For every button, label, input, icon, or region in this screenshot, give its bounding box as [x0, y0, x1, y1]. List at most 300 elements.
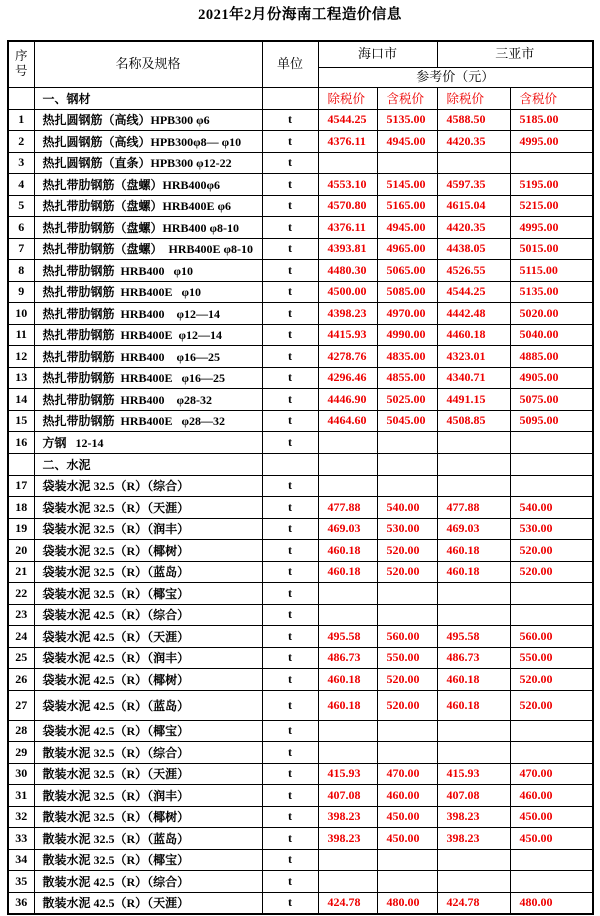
price-cell	[510, 152, 593, 174]
price-cell: 540.00	[510, 497, 593, 519]
price-cell	[437, 849, 510, 871]
seq-cell: 23	[8, 604, 34, 626]
table-row	[8, 367, 593, 389]
price-cell: 398.23	[318, 806, 377, 828]
price-cell: 4508.85	[437, 410, 510, 432]
table-header-row-cities	[8, 41, 593, 67]
price-cell	[377, 720, 437, 742]
price-cell: 486.73	[437, 647, 510, 669]
name-cell: 散装水泥 32.5（R）（椰宝）	[34, 849, 262, 871]
price-cell: 4588.50	[437, 109, 510, 131]
page-title: 2021年2月份海南工程造价信息	[198, 7, 402, 23]
price-cell: 4480.30	[318, 260, 377, 282]
price-cell: 4544.25	[318, 109, 377, 131]
table-row	[8, 647, 593, 669]
table-row	[8, 174, 593, 196]
price-cell: 4885.00	[510, 346, 593, 368]
unit-cell: t	[262, 497, 318, 519]
price-cell: 4415.93	[318, 324, 377, 346]
price-cell	[377, 475, 437, 497]
seq-cell: 6	[8, 217, 34, 239]
price-cell: 5115.00	[510, 260, 593, 282]
table-row	[8, 849, 593, 871]
price-cell	[437, 475, 510, 497]
unit-cell: t	[262, 720, 318, 742]
price-cell: 530.00	[510, 518, 593, 540]
unit-cell: t	[262, 131, 318, 153]
name-cell: 热扎带肋钢筋（盘螺） HRB400E φ8-10	[34, 238, 262, 260]
name-cell: 热扎带肋钢筋（盘螺）HRB400E φ6	[34, 195, 262, 217]
price-cell: 460.18	[437, 669, 510, 691]
price-cell: 5085.00	[377, 281, 437, 303]
price-cell: 4340.71	[437, 367, 510, 389]
table-row	[8, 475, 593, 497]
price-cell: 4393.81	[318, 238, 377, 260]
price-cell: 480.00	[377, 892, 437, 914]
table-row	[8, 109, 593, 131]
seq-cell: 28	[8, 720, 34, 742]
name-cell: 袋装水泥 42.5（R）（综合）	[34, 604, 262, 626]
name-cell: 散装水泥 42.5（R）（综合）	[34, 871, 262, 893]
price-cell	[318, 742, 377, 764]
price-cell: 4398.23	[318, 303, 377, 325]
price-cell	[437, 871, 510, 893]
unit-cell: t	[262, 303, 318, 325]
table-row	[8, 281, 593, 303]
price-cell: 520.00	[377, 561, 437, 583]
unit-cell: t	[262, 871, 318, 893]
price-cell: 460.18	[318, 669, 377, 691]
column-header-seq: 序号	[8, 41, 34, 87]
tax-type-label-cell: 含税价	[510, 87, 593, 109]
table-row	[8, 217, 593, 239]
price-cell	[318, 720, 377, 742]
unit-cell: t	[262, 647, 318, 669]
unit-cell: t	[262, 260, 318, 282]
price-cell: 469.03	[318, 518, 377, 540]
price-cell: 4995.00	[510, 217, 593, 239]
price-cell: 5065.00	[377, 260, 437, 282]
price-cell: 495.58	[437, 626, 510, 648]
name-cell: 袋装水泥 42.5（R）（润丰）	[34, 647, 262, 669]
price-cell: 5185.00	[510, 109, 593, 131]
price-cell: 450.00	[510, 806, 593, 828]
price-cell: 4855.00	[377, 367, 437, 389]
price-cell: 5015.00	[510, 238, 593, 260]
seq-cell: 3	[8, 152, 34, 174]
unit-cell: t	[262, 669, 318, 691]
price-cell: 4376.11	[318, 217, 377, 239]
table-row	[8, 410, 593, 432]
price-cell: 424.78	[437, 892, 510, 914]
unit-cell: t	[262, 540, 318, 562]
price-cell: 4945.00	[377, 131, 437, 153]
price-cell: 520.00	[510, 669, 593, 691]
unit-cell: t	[262, 174, 318, 196]
table-row	[8, 432, 593, 454]
seq-cell: 26	[8, 669, 34, 691]
price-cell: 424.78	[318, 892, 377, 914]
price-cell: 398.23	[318, 828, 377, 850]
price-cell: 450.00	[377, 806, 437, 828]
price-cell: 550.00	[510, 647, 593, 669]
price-cell: 460.18	[437, 561, 510, 583]
price-cell: 520.00	[510, 540, 593, 562]
unit-cell: t	[262, 828, 318, 850]
unit-cell: t	[262, 281, 318, 303]
name-cell: 方钢 12-14	[34, 432, 262, 454]
price-cell: 460.18	[318, 690, 377, 720]
tax-type-label-cell: 含税价	[377, 87, 437, 109]
price-cell	[510, 453, 593, 475]
seq-cell: 21	[8, 561, 34, 583]
price-cell: 415.93	[437, 763, 510, 785]
seq-cell: 29	[8, 742, 34, 764]
unit-cell	[262, 453, 318, 475]
price-cell: 4323.01	[437, 346, 510, 368]
name-cell: 袋装水泥 32.5（R）（椰树）	[34, 540, 262, 562]
seq-cell: 7	[8, 238, 34, 260]
column-header-name: 名称及规格	[34, 41, 262, 87]
unit-cell: t	[262, 238, 318, 260]
price-cell: 4460.18	[437, 324, 510, 346]
unit-cell: t	[262, 806, 318, 828]
price-cell: 5215.00	[510, 195, 593, 217]
price-cell	[377, 432, 437, 454]
price-cell: 4278.76	[318, 346, 377, 368]
price-cell: 470.00	[377, 763, 437, 785]
price-cell: 4544.25	[437, 281, 510, 303]
name-cell: 热扎带肋钢筋 HRB400E φ28—32	[34, 410, 262, 432]
price-cell: 5045.00	[377, 410, 437, 432]
table-row	[8, 561, 593, 583]
seq-cell: 5	[8, 195, 34, 217]
column-header-city-haikou: 海口市	[318, 41, 437, 67]
table-row	[8, 892, 593, 914]
price-cell: 460.18	[318, 540, 377, 562]
price-cell: 5195.00	[510, 174, 593, 196]
section-row	[8, 87, 593, 109]
tax-type-label-cell: 除税价	[437, 87, 510, 109]
price-cell: 477.88	[437, 497, 510, 519]
unit-cell: t	[262, 849, 318, 871]
section-row	[8, 453, 593, 475]
price-cell	[318, 871, 377, 893]
price-cell: 530.00	[377, 518, 437, 540]
unit-cell: t	[262, 892, 318, 914]
seq-cell: 24	[8, 626, 34, 648]
unit-cell: t	[262, 626, 318, 648]
price-cell: 4970.00	[377, 303, 437, 325]
price-cell: 4965.00	[377, 238, 437, 260]
price-cell: 560.00	[377, 626, 437, 648]
price-cell: 4446.90	[318, 389, 377, 411]
price-cell	[318, 849, 377, 871]
price-cell	[437, 432, 510, 454]
price-cell: 5145.00	[377, 174, 437, 196]
price-cell	[377, 453, 437, 475]
seq-cell: 2	[8, 131, 34, 153]
price-cell: 5025.00	[377, 389, 437, 411]
unit-cell: t	[262, 324, 318, 346]
seq-cell: 18	[8, 497, 34, 519]
price-cell	[510, 720, 593, 742]
name-cell: 热扎带肋钢筋（盘螺）HRB400φ6	[34, 174, 262, 196]
price-cell	[318, 152, 377, 174]
price-cell: 5135.00	[377, 109, 437, 131]
name-cell: 热扎带肋钢筋 HRB400 φ12—14	[34, 303, 262, 325]
table-row	[8, 260, 593, 282]
name-cell: 热扎带肋钢筋 HRB400E φ12—14	[34, 324, 262, 346]
price-cell: 486.73	[318, 647, 377, 669]
seq-cell: 27	[8, 690, 34, 720]
table-row	[8, 195, 593, 217]
price-cell: 4491.15	[437, 389, 510, 411]
price-cell	[510, 432, 593, 454]
price-cell: 398.23	[437, 806, 510, 828]
name-cell: 热扎带肋钢筋 HRB400E φ10	[34, 281, 262, 303]
table-row	[8, 626, 593, 648]
table-row	[8, 604, 593, 626]
table-row	[8, 763, 593, 785]
price-cell: 4597.35	[437, 174, 510, 196]
price-cell: 520.00	[377, 669, 437, 691]
price-cell: 4442.48	[437, 303, 510, 325]
seq-cell: 20	[8, 540, 34, 562]
price-cell	[318, 432, 377, 454]
price-cell: 450.00	[377, 828, 437, 850]
name-cell: 热扎圆钢筋（高线）HPB300 φ6	[34, 109, 262, 131]
price-cell	[437, 152, 510, 174]
seq-cell: 17	[8, 475, 34, 497]
name-cell: 袋装水泥 32.5（R）（椰宝）	[34, 583, 262, 605]
price-cell	[318, 453, 377, 475]
price-cell: 4615.04	[437, 195, 510, 217]
seq-cell: 35	[8, 871, 34, 893]
price-cell: 4438.05	[437, 238, 510, 260]
table-row	[8, 806, 593, 828]
seq-cell: 9	[8, 281, 34, 303]
table-row	[8, 518, 593, 540]
price-cell	[377, 583, 437, 605]
name-cell: 热扎圆钢筋（直条）HPB300 φ12-22	[34, 152, 262, 174]
price-cell	[318, 475, 377, 497]
seq-cell: 32	[8, 806, 34, 828]
price-cell: 520.00	[377, 540, 437, 562]
price-cell: 4420.35	[437, 131, 510, 153]
price-cell: 460.18	[437, 540, 510, 562]
price-cell: 460.18	[318, 561, 377, 583]
price-cell: 5165.00	[377, 195, 437, 217]
table-row	[8, 303, 593, 325]
table-row	[8, 152, 593, 174]
price-cell	[318, 604, 377, 626]
unit-cell: t	[262, 690, 318, 720]
unit-cell: t	[262, 763, 318, 785]
price-cell: 4420.35	[437, 217, 510, 239]
table-row	[8, 828, 593, 850]
name-cell: 散装水泥 42.5（R）（天涯）	[34, 892, 262, 914]
price-cell	[318, 583, 377, 605]
unit-cell: t	[262, 346, 318, 368]
tax-type-label-cell: 除税价	[318, 87, 377, 109]
unit-cell: t	[262, 109, 318, 131]
seq-cell	[8, 453, 34, 475]
price-cell: 4553.10	[318, 174, 377, 196]
name-cell: 热扎带肋钢筋 HRB400 φ10	[34, 260, 262, 282]
price-cell	[510, 475, 593, 497]
name-cell: 热扎带肋钢筋 HRB400E φ16—25	[34, 367, 262, 389]
seq-cell: 19	[8, 518, 34, 540]
name-cell: 散装水泥 32.5（R）（椰树）	[34, 806, 262, 828]
price-cell: 550.00	[377, 647, 437, 669]
name-cell: 散装水泥 32.5（R）（蓝岛）	[34, 828, 262, 850]
seq-cell: 1	[8, 109, 34, 131]
price-cell: 520.00	[510, 690, 593, 720]
table-row	[8, 720, 593, 742]
unit-cell: t	[262, 583, 318, 605]
name-cell: 袋装水泥 32.5（R）（蓝岛）	[34, 561, 262, 583]
price-cell: 4376.11	[318, 131, 377, 153]
seq-cell: 31	[8, 785, 34, 807]
name-cell: 热扎圆钢筋（高线）HPB300φ8— φ10	[34, 131, 262, 153]
name-cell: 袋装水泥 42.5（R）（蓝岛）	[34, 690, 262, 720]
table-row	[8, 131, 593, 153]
unit-cell: t	[262, 518, 318, 540]
price-cell: 460.18	[437, 690, 510, 720]
price-cell: 4905.00	[510, 367, 593, 389]
section-title-cell: 二、水泥	[34, 453, 262, 475]
unit-cell: t	[262, 742, 318, 764]
seq-cell: 10	[8, 303, 34, 325]
price-cell: 460.00	[510, 785, 593, 807]
price-cell: 477.88	[318, 497, 377, 519]
price-cell: 560.00	[510, 626, 593, 648]
unit-cell: t	[262, 367, 318, 389]
price-cell: 4990.00	[377, 324, 437, 346]
seq-cell: 33	[8, 828, 34, 850]
table-row	[8, 690, 593, 720]
price-cell	[377, 871, 437, 893]
name-cell: 袋装水泥 32.5（R）（润丰）	[34, 518, 262, 540]
price-cell: 540.00	[377, 497, 437, 519]
table-row	[8, 583, 593, 605]
name-cell: 袋装水泥 42.5（R）（椰宝）	[34, 720, 262, 742]
table-row	[8, 238, 593, 260]
price-cell: 495.58	[318, 626, 377, 648]
name-cell: 散装水泥 32.5（R）（天涯）	[34, 763, 262, 785]
price-cell: 4526.55	[437, 260, 510, 282]
price-cell: 4570.80	[318, 195, 377, 217]
price-cell	[510, 604, 593, 626]
name-cell: 散装水泥 32.5（R）（润丰）	[34, 785, 262, 807]
seq-cell: 15	[8, 410, 34, 432]
seq-cell: 8	[8, 260, 34, 282]
price-cell: 450.00	[510, 828, 593, 850]
price-cell	[437, 720, 510, 742]
price-cell	[437, 604, 510, 626]
seq-cell: 16	[8, 432, 34, 454]
table-row	[8, 497, 593, 519]
unit-cell: t	[262, 195, 318, 217]
seq-cell: 25	[8, 647, 34, 669]
price-cell: 398.23	[437, 828, 510, 850]
column-header-reference-price: 参考价（元）	[318, 67, 593, 87]
table-row	[8, 324, 593, 346]
table-row	[8, 346, 593, 368]
price-cell	[510, 849, 593, 871]
price-cell	[510, 871, 593, 893]
price-cell: 4835.00	[377, 346, 437, 368]
seq-cell: 22	[8, 583, 34, 605]
name-cell: 散装水泥 32.5（R）（综合）	[34, 742, 262, 764]
price-cell: 480.00	[510, 892, 593, 914]
price-cell	[377, 849, 437, 871]
unit-cell: t	[262, 152, 318, 174]
price-cell: 4464.60	[318, 410, 377, 432]
seq-cell: 11	[8, 324, 34, 346]
unit-cell	[262, 87, 318, 109]
price-cell: 5020.00	[510, 303, 593, 325]
column-header-unit: 单位	[262, 41, 318, 87]
seq-cell: 4	[8, 174, 34, 196]
price-cell: 4500.00	[318, 281, 377, 303]
seq-cell: 13	[8, 367, 34, 389]
seq-cell	[8, 87, 34, 109]
price-cell: 520.00	[510, 561, 593, 583]
unit-cell: t	[262, 561, 318, 583]
column-header-city-sanya: 三亚市	[437, 41, 593, 67]
unit-cell: t	[262, 410, 318, 432]
table-row	[8, 669, 593, 691]
unit-cell: t	[262, 432, 318, 454]
price-cell: 4945.00	[377, 217, 437, 239]
seq-cell: 12	[8, 346, 34, 368]
unit-cell: t	[262, 604, 318, 626]
section-title-cell: 一、钢材	[34, 87, 262, 109]
price-cell: 470.00	[510, 763, 593, 785]
table-row	[8, 742, 593, 764]
price-cell: 469.03	[437, 518, 510, 540]
price-cell: 460.00	[377, 785, 437, 807]
name-cell: 热扎带肋钢筋（盘螺）HRB400 φ8-10	[34, 217, 262, 239]
price-cell: 5075.00	[510, 389, 593, 411]
table-row	[8, 871, 593, 893]
price-cell: 4995.00	[510, 131, 593, 153]
price-cell: 5095.00	[510, 410, 593, 432]
unit-cell: t	[262, 475, 318, 497]
price-cell	[510, 583, 593, 605]
price-cell: 407.08	[318, 785, 377, 807]
name-cell: 热扎带肋钢筋 HRB400 φ16—25	[34, 346, 262, 368]
seq-cell: 14	[8, 389, 34, 411]
table-row	[8, 785, 593, 807]
price-cell: 407.08	[437, 785, 510, 807]
price-cell: 5135.00	[510, 281, 593, 303]
seq-cell: 34	[8, 849, 34, 871]
name-cell: 袋装水泥 42.5（R）（天涯）	[34, 626, 262, 648]
unit-cell: t	[262, 389, 318, 411]
seq-cell: 30	[8, 763, 34, 785]
table-row	[8, 540, 593, 562]
name-cell: 袋装水泥 32.5（R）（天涯）	[34, 497, 262, 519]
price-cell	[377, 152, 437, 174]
seq-cell: 36	[8, 892, 34, 914]
name-cell: 袋装水泥 42.5（R）（椰树）	[34, 669, 262, 691]
price-cell	[377, 742, 437, 764]
name-cell: 袋装水泥 32.5（R）（综合）	[34, 475, 262, 497]
price-cell	[377, 604, 437, 626]
